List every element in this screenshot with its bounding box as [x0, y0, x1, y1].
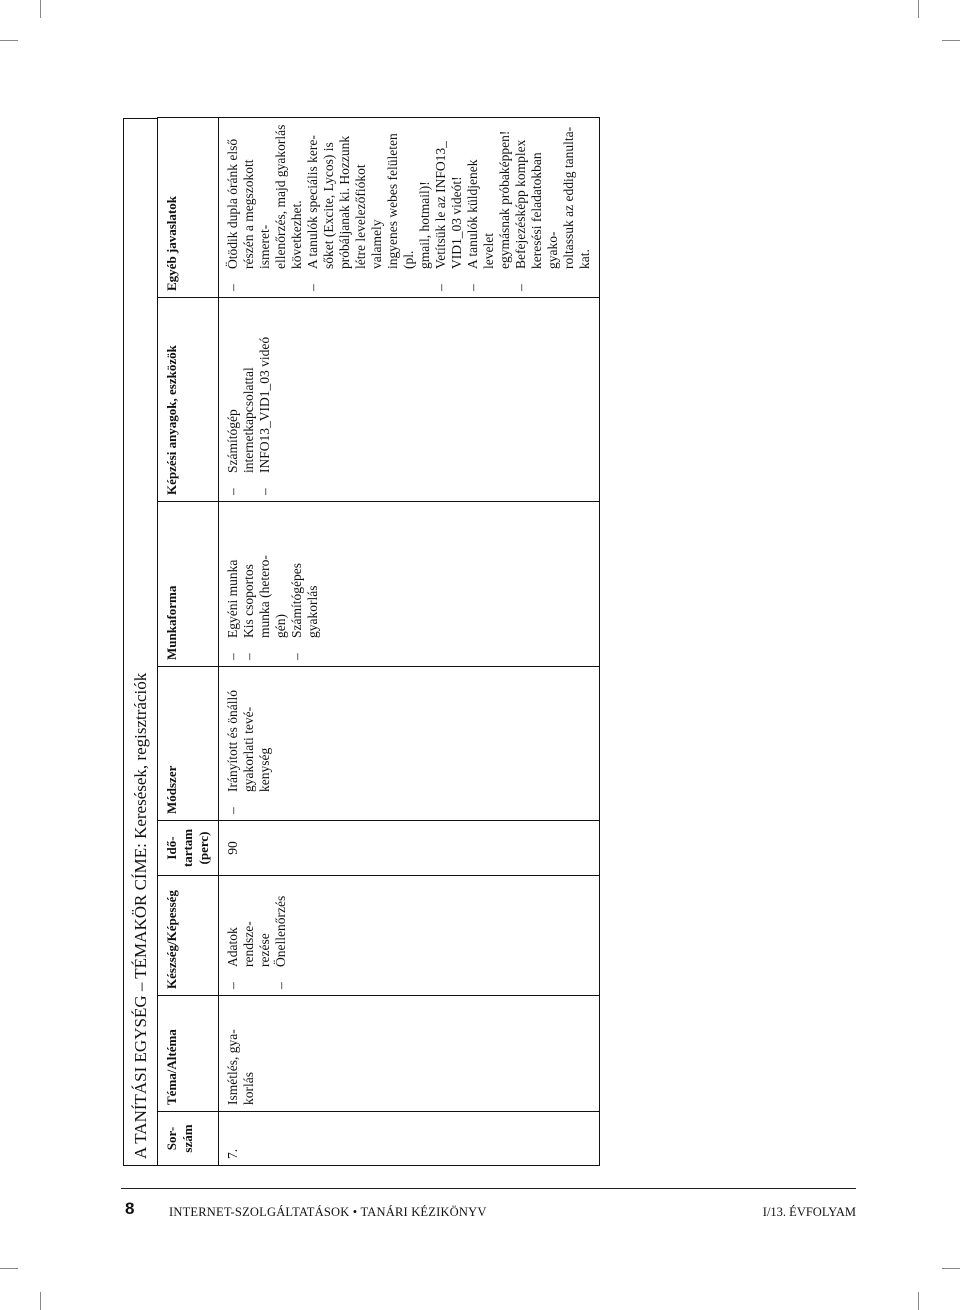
- crop-mark: [918, 0, 919, 18]
- crop-mark: [942, 1268, 960, 1269]
- keszseg-list: [225, 882, 289, 989]
- cell-sorszam: 7.: [219, 1112, 600, 1166]
- book-title: INTERNET-SZOLGÁLTATÁSOK • TANÁRI KÉZIKÖNYV: [169, 1205, 487, 1219]
- list-item: – Befejezésképp komplex keresési feladatokban gyako- roltassuk az eddig tanulta- kat.: [513, 124, 593, 291]
- crop-mark: [40, 0, 41, 18]
- cell-tema-text: Ismétlés, gya- korlás: [225, 1029, 256, 1105]
- list-item: – Kis csoportos munka (hetero- gén): [241, 508, 289, 660]
- list-item: – Számítógép internetkapcsolattal: [225, 304, 257, 495]
- cell-modszer: [219, 667, 600, 821]
- page-footer: [121, 1188, 856, 1233]
- header-idotartam: [158, 821, 219, 876]
- cell-tema: [219, 996, 600, 1112]
- list-item: – Adatok rendsze- rezése: [225, 882, 273, 989]
- eszkozok-list: [225, 304, 273, 495]
- cell-idotartam: 90: [219, 821, 600, 876]
- cell-eszkozok: [219, 298, 600, 502]
- header-eszkozok: Képzési anyagok, eszközök: [158, 298, 219, 502]
- crop-mark: [942, 40, 960, 41]
- munkaforma-list: [225, 508, 321, 660]
- header-modszer: Módszer: [158, 667, 219, 821]
- header-idotartam-text: Idő- tartam (perc): [164, 828, 211, 868]
- list-item: – Ötödik dupla óránk első részén a megszokott ismeret- ellenőrzés, majd gyakorlás következhet.: [225, 124, 305, 291]
- crop-mark: [0, 1268, 18, 1269]
- crop-mark: [40, 1292, 41, 1310]
- list-item: – Önellenőrzés: [273, 882, 289, 989]
- header-sorszam: [158, 1112, 219, 1166]
- header-tema: Téma/Altéma: [158, 996, 219, 1112]
- header-row: [158, 118, 219, 1166]
- crop-mark: [918, 1292, 919, 1310]
- table-title: A TANÍTÁSI EGYSÉG – TÉMAKÖR CÍME: Keresések, regisztrációk: [123, 118, 157, 1166]
- table-row: [219, 118, 600, 1166]
- list-item: – A tanulók speciális kere- sőket (Excite, Lycos) is próbáljanak ki. Hozzunk létre levelezőfiókot valamely ingyenes webes felületen (pl. gmail, hotmail)!: [305, 124, 433, 291]
- rotated-table-area: [123, 118, 592, 1166]
- list-item: – Egyéni munka: [225, 508, 241, 660]
- javaslatok-list: [225, 124, 593, 291]
- page-number: 8: [125, 1199, 135, 1218]
- grade-label: I/13. ÉVFOLYAM: [762, 1205, 856, 1219]
- header-munkaforma: Munkaforma: [158, 502, 219, 667]
- list-item: – Számítógépes gyakorlás: [289, 508, 321, 660]
- crop-mark: [0, 40, 18, 41]
- lesson-plan-table: [157, 117, 600, 1166]
- list-item: – INFO13_VID1_03 videó: [257, 304, 273, 495]
- cell-munkaforma: [219, 502, 600, 667]
- header-javaslatok: Egyéb javaslatok: [158, 118, 219, 298]
- header-keszseg: Készség/Képesség: [158, 876, 219, 996]
- cell-keszseg: [219, 876, 600, 996]
- cell-javaslatok: [219, 118, 600, 298]
- list-item: – Irányított és önálló gyakorlati tevé- kenység: [225, 673, 273, 814]
- header-sorszam-text: Sor- szám: [164, 1124, 195, 1153]
- modszer-list: [225, 673, 273, 814]
- list-item: – A tanulók küldjenek levelet egymásnak próbaképpen!: [465, 124, 513, 291]
- list-item: – Vetítsük le az INFO13_ VID1_03 videót!: [433, 124, 465, 291]
